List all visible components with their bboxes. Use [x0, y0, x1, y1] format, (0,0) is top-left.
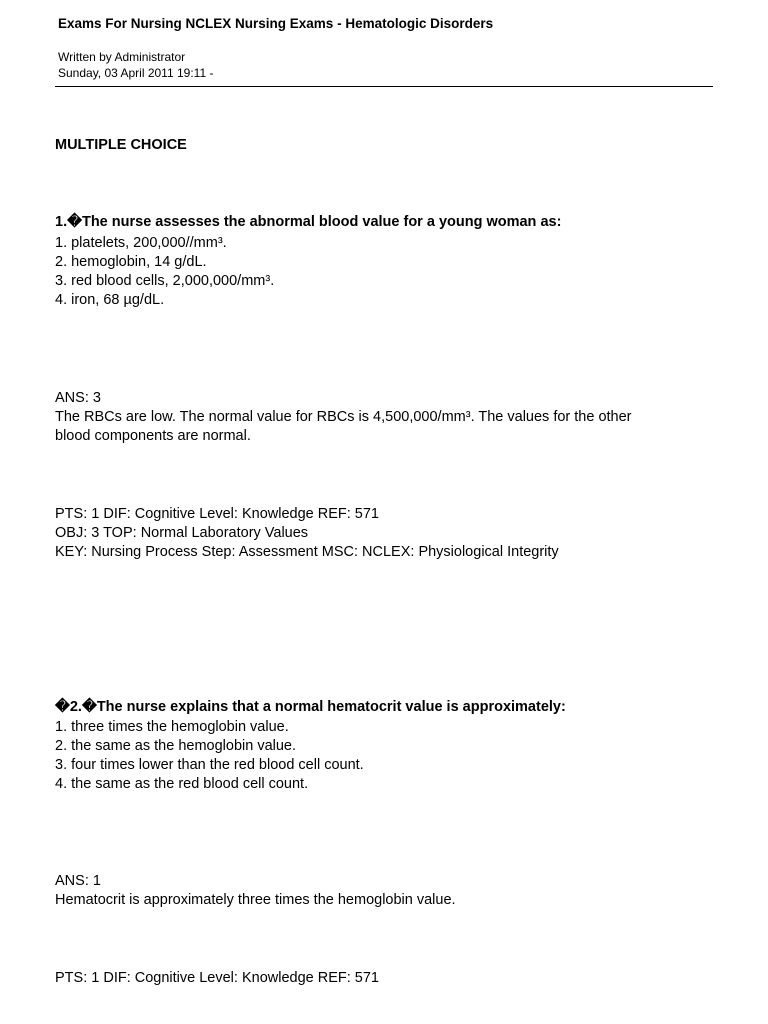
question-2-option-1: 1. three times the hemoglobin value.	[55, 719, 289, 735]
question-2-option-4: 4. the same as the red blood cell count.	[55, 776, 309, 792]
document-title: Exams For Nursing NCLEX Nursing Exams - Hematologic Disorders	[58, 16, 494, 31]
question-2-option-2: 2. the same as the hemoglobin value.	[55, 738, 297, 754]
question-1-rationale-line-1: The RBCs are low. The normal value for RBCs is 4,500,000/mm³. The values for the other	[55, 409, 632, 425]
question-1-meta-line-3: KEY: Nursing Process Step: Assessment MSC: NCLEX: Physiological Integrity	[55, 544, 559, 560]
question-2-meta-line-1: PTS: 1 DIF: Cognitive Level: Knowledge REF: 571	[55, 970, 379, 986]
question-1-rationale-line-2: blood components are normal.	[55, 428, 251, 444]
section-heading: MULTIPLE CHOICE	[55, 137, 187, 153]
question-2-answer: ANS: 1	[55, 873, 101, 889]
question-1-option-1: 1. platelets, 200,000//mm³.	[55, 235, 227, 251]
question-1-option-4: 4. iron, 68 µg/dL.	[55, 292, 165, 308]
question-1-stem: 1.�The nurse assesses the abnormal blood value for a young woman as:	[55, 214, 562, 230]
header-divider	[55, 86, 713, 87]
question-1-meta-line-1: PTS: 1 DIF: Cognitive Level: Knowledge REF: 571	[55, 506, 379, 522]
question-2-stem: �2.�The nurse explains that a normal hematocrit value is approximately:	[55, 699, 566, 715]
question-1-meta-line-2: OBJ: 3 TOP: Normal Laboratory Values	[55, 525, 309, 541]
author-line: Written by Administrator	[58, 50, 186, 64]
question-1-option-2: 2. hemoglobin, 14 g/dL.	[55, 254, 207, 270]
date-line: Sunday, 03 April 2011 19:11 -	[58, 66, 214, 80]
question-1-option-3: 3. red blood cells, 2,000,000/mm³.	[55, 273, 275, 289]
question-2-option-3: 3. four times lower than the red blood cell count.	[55, 757, 364, 773]
question-1-answer: ANS: 3	[55, 390, 101, 406]
question-2-rationale-line-1: Hematocrit is approximately three times the hemoglobin value.	[55, 892, 456, 908]
